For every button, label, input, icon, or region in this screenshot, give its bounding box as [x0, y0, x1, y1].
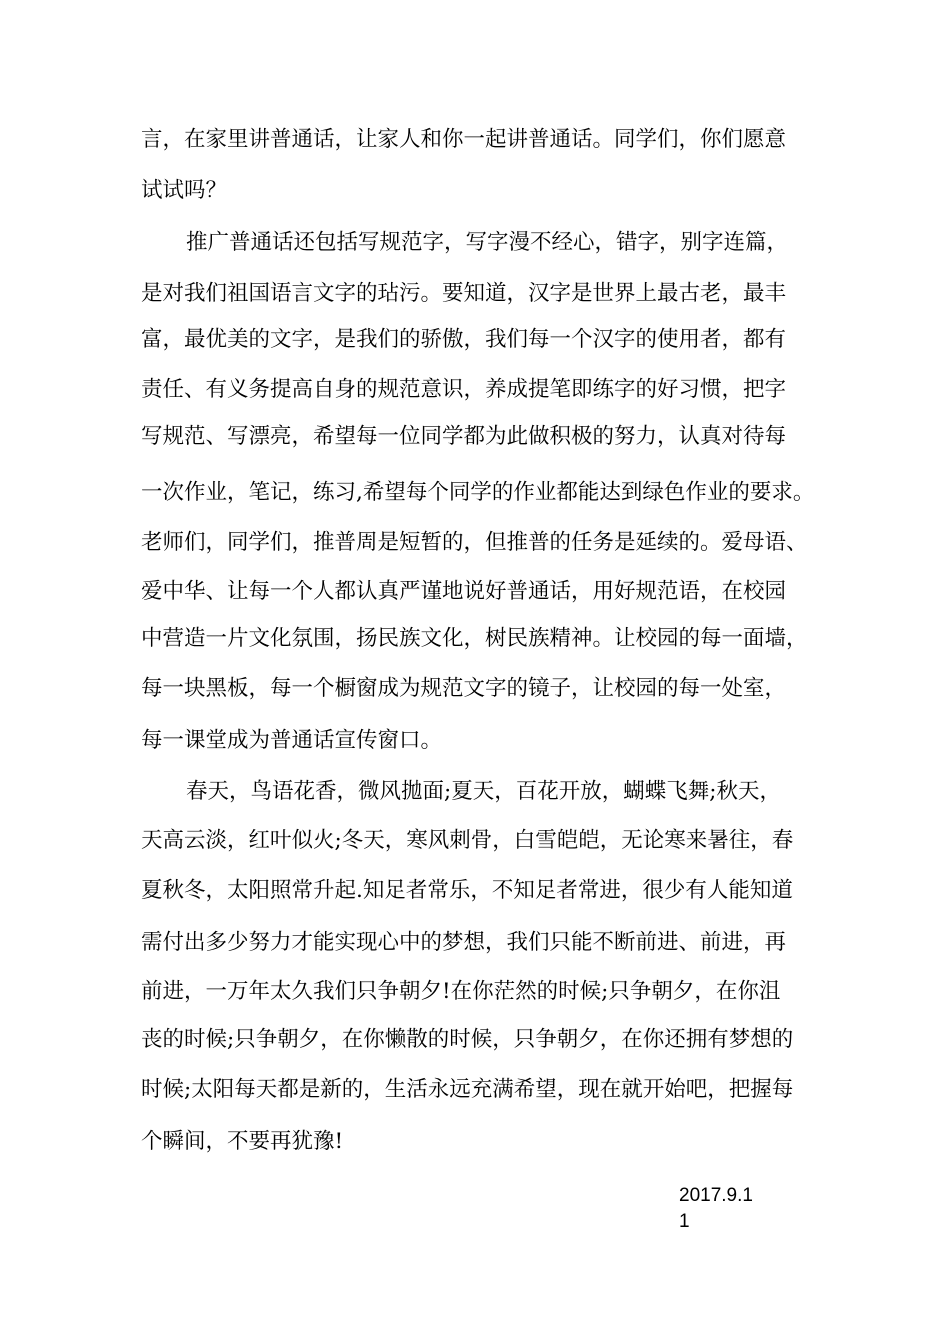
text-line: 是对我们祖国语言文字的玷污。要知道，汉字是世界上最古老，最丰 — [141, 281, 787, 306]
paragraph-start-line: 春天，鸟语花香，微风拋面;夏天，百花开放，蝴蝶飞舞;秋天， — [186, 779, 781, 804]
text-line: 一次作业，笔记，练习,希望每个同学的作业都能达到绿色作业的要求。 — [141, 480, 815, 505]
text-line: 个瞬间，不要再犹豫! — [141, 1129, 344, 1154]
text-line: 富，最优美的文字，是我们的骄傲，我们每一个汉字的使用者，都有 — [141, 327, 787, 352]
text-line: 每一块黑板，每一个橱窗成为规范文字的镜子，让校园的每一处室， — [141, 676, 787, 701]
text-line: 言，在家里讲普通话，让家人和你一起讲普通话。同学们，你们愿意 — [141, 127, 787, 152]
text-line: 天高云淡，红叶似火;冬天，寒风刺骨，白雪皑皑，无论寒来暑往，春 — [141, 828, 794, 853]
date-line: 2017.9.1 — [679, 1185, 753, 1206]
text-line: 前进，一万年太久我们只争朝夕!在你茫然的时候;只争朝夕，在你沮 — [141, 979, 781, 1004]
text-line: 责任、有义务提高自身的规范意识，养成提笔即练字的好习惯，把字 — [141, 377, 787, 402]
text-line: 夏秋冬，太阳照常升起.知足者常乐，不知足者常进，很少有人能知道 — [141, 878, 793, 903]
paragraph-start-line: 推广普通话还包括写规范字，写字漫不经心，错字，别字连篇， — [186, 230, 789, 255]
text-line: 试试吗？ — [141, 178, 228, 203]
text-line: 每一课堂成为普通话宣传窗口。 — [141, 728, 443, 753]
text-line: 中营造一片文化氛围，扬民族文化，树民族精神。让校园的每一面墙， — [141, 626, 808, 651]
date-line-continued: 1 — [679, 1211, 690, 1232]
text-line: 丧的时候;只争朝夕，在你懒散的时候，只争朝夕，在你还拥有梦想的 — [141, 1027, 794, 1052]
text-line: 爱中华、让每一个人都认真严谨地说好普通话，用好规范语，在校园 — [141, 579, 787, 604]
text-line: 需付出多少努力才能实现心中的梦想，我们只能不断前进、前进，再 — [141, 930, 787, 955]
text-line: 写规范、写漂亮，希望每一位同学都为此做积极的努力，认真对待每 — [141, 424, 787, 449]
text-line: 时候;太阳每天都是新的，生活永远充满希望，现在就开始吧，把握每 — [141, 1077, 794, 1102]
text-line: 老师们，同学们，推普周是短暂的，但推普的任务是延续的。爱母语、 — [141, 530, 808, 555]
